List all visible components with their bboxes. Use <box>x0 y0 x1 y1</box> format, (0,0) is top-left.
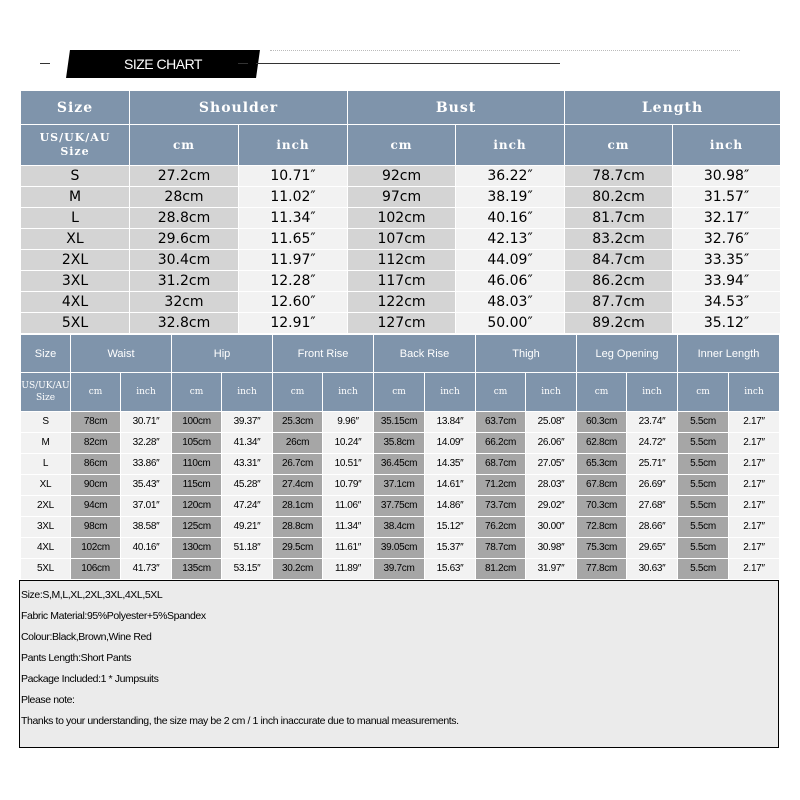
unit-label: cm <box>172 373 222 412</box>
table-row <box>21 229 781 250</box>
measure-cell: 25.71″ <box>627 454 678 475</box>
measure-cell: 106cm <box>71 559 121 580</box>
table-row <box>21 496 780 517</box>
measure-cell: 29.5cm <box>273 538 323 559</box>
measure-cell: 27.4cm <box>273 475 323 496</box>
unit-label: inch <box>456 125 565 166</box>
unit-label: cm <box>577 373 627 412</box>
measure-cell: 90cm <box>71 475 121 496</box>
measure-cell: 11.97″ <box>239 250 348 271</box>
measure-cell: 27.05″ <box>526 454 577 475</box>
subheader-size: US/UK/AU Size <box>21 125 130 166</box>
unit-label: cm <box>130 125 239 166</box>
measure-cell: 46.06″ <box>456 271 565 292</box>
measure-cell: 50.00″ <box>456 313 565 334</box>
header-rule <box>256 63 560 64</box>
table-row <box>21 559 780 580</box>
measure-cell: 98cm <box>71 517 121 538</box>
measure-cell: 117cm <box>348 271 456 292</box>
measure-cell: 27.68″ <box>627 496 678 517</box>
measure-cell: 33.86″ <box>121 454 172 475</box>
measure-cell: 48.03″ <box>456 292 565 313</box>
measure-cell: 11.89″ <box>323 559 374 580</box>
measure-cell: 31.2cm <box>130 271 239 292</box>
measure-cell: 71.2cm <box>476 475 526 496</box>
size-cell: XL <box>21 229 130 250</box>
measure-cell: 82cm <box>71 433 121 454</box>
measure-cell: 65.3cm <box>577 454 627 475</box>
measure-cell: 112cm <box>348 250 456 271</box>
measure-cell: 92cm <box>348 166 456 187</box>
product-notes <box>19 580 779 748</box>
header-dash-left <box>40 63 50 64</box>
measure-cell: 32.8cm <box>130 313 239 334</box>
measure-cell: 30.98″ <box>526 538 577 559</box>
measure-cell: 37.1cm <box>374 475 425 496</box>
measure-cell: 38.58″ <box>121 517 172 538</box>
measure-cell: 14.35″ <box>425 454 476 475</box>
size-cell: S <box>21 412 71 433</box>
size-table-top <box>20 90 781 334</box>
unit-label: inch <box>323 373 374 412</box>
measure-cell: 63.7cm <box>476 412 526 433</box>
measure-cell: 25.08″ <box>526 412 577 433</box>
measure-cell: 24.72″ <box>627 433 678 454</box>
measure-cell: 10.71″ <box>239 166 348 187</box>
note-fabric: Fabric Material:95%Polyester+5%Spandex <box>21 610 206 622</box>
note-package: Package Included:1 * Jumpsuits <box>21 673 159 685</box>
measure-cell: 78cm <box>71 412 121 433</box>
measure-cell: 26.7cm <box>273 454 323 475</box>
measure-cell: 35.8cm <box>374 433 425 454</box>
unit-label: cm <box>273 373 323 412</box>
measure-cell: 107cm <box>348 229 456 250</box>
measure-cell: 77.8cm <box>577 559 627 580</box>
measure-cell: 25.3cm <box>273 412 323 433</box>
measure-cell: 34.53″ <box>673 292 781 313</box>
measure-cell: 11.34″ <box>323 517 374 538</box>
measure-cell: 40.16″ <box>121 538 172 559</box>
header-back-rise: Back Rise <box>374 335 476 373</box>
measure-cell: 5.5cm <box>678 475 729 496</box>
measure-cell: 23.74″ <box>627 412 678 433</box>
unit-label: inch <box>526 373 577 412</box>
measure-cell: 39.37″ <box>222 412 273 433</box>
measure-cell: 33.35″ <box>673 250 781 271</box>
unit-label: inch <box>222 373 273 412</box>
measure-cell: 89.2cm <box>565 313 673 334</box>
unit-label: inch <box>729 373 780 412</box>
measure-cell: 9.96″ <box>323 412 374 433</box>
measure-cell: 26.06″ <box>526 433 577 454</box>
header-size: Size <box>21 91 130 125</box>
measure-cell: 14.09″ <box>425 433 476 454</box>
table-row <box>21 166 781 187</box>
measure-cell: 11.34″ <box>239 208 348 229</box>
header-size: Size <box>21 335 71 373</box>
measure-cell: 40.16″ <box>456 208 565 229</box>
measure-cell: 80.2cm <box>565 187 673 208</box>
subheader-size: US/UK/AU Size <box>21 373 71 412</box>
measure-cell: 49.21″ <box>222 517 273 538</box>
measure-cell: 26.69″ <box>627 475 678 496</box>
measure-cell: 32.17″ <box>673 208 781 229</box>
measure-cell: 28.66″ <box>627 517 678 538</box>
measure-cell: 5.5cm <box>678 412 729 433</box>
measure-cell: 5.5cm <box>678 538 729 559</box>
measure-cell: 102cm <box>71 538 121 559</box>
size-cell: 2XL <box>21 496 71 517</box>
measure-cell: 11.61″ <box>323 538 374 559</box>
measure-cell: 41.73″ <box>121 559 172 580</box>
measure-cell: 120cm <box>172 496 222 517</box>
measure-cell: 68.7cm <box>476 454 526 475</box>
measure-cell: 97cm <box>348 187 456 208</box>
measure-cell: 78.7cm <box>476 538 526 559</box>
measure-cell: 72.8cm <box>577 517 627 538</box>
header-hip: Hip <box>172 335 273 373</box>
unit-label: cm <box>476 373 526 412</box>
header-inner-length: Inner Length <box>678 335 780 373</box>
size-cell: 4XL <box>21 292 130 313</box>
measure-cell: 76.2cm <box>476 517 526 538</box>
measure-cell: 2.17″ <box>729 496 780 517</box>
measure-cell: 29.6cm <box>130 229 239 250</box>
measure-cell: 37.01″ <box>121 496 172 517</box>
measure-cell: 130cm <box>172 538 222 559</box>
measure-cell: 36.45cm <box>374 454 425 475</box>
table-row <box>21 454 780 475</box>
measure-cell: 83.2cm <box>565 229 673 250</box>
measure-cell: 94cm <box>71 496 121 517</box>
measure-cell: 2.17″ <box>729 538 780 559</box>
measure-cell: 28cm <box>130 187 239 208</box>
measure-cell: 30.4cm <box>130 250 239 271</box>
size-cell: 3XL <box>21 517 71 538</box>
measure-cell: 70.3cm <box>577 496 627 517</box>
header-thigh: Thigh <box>476 335 577 373</box>
size-chart-header <box>20 46 780 82</box>
measure-cell: 31.57″ <box>673 187 781 208</box>
note-sizes: Size:S,M,L,XL,2XL,3XL,4XL,5XL <box>21 589 163 601</box>
unit-label: cm <box>374 373 425 412</box>
measure-cell: 2.17″ <box>729 475 780 496</box>
unit-label: inch <box>121 373 172 412</box>
measure-cell: 5.5cm <box>678 496 729 517</box>
table-row <box>21 517 780 538</box>
measure-cell: 35.12″ <box>673 313 781 334</box>
measure-cell: 28.8cm <box>130 208 239 229</box>
size-chart-banner <box>66 50 260 78</box>
measure-cell: 127cm <box>348 313 456 334</box>
measure-cell: 2.17″ <box>729 559 780 580</box>
measure-cell: 38.4cm <box>374 517 425 538</box>
size-cell: M <box>21 187 130 208</box>
measure-cell: 11.06″ <box>323 496 374 517</box>
size-cell: XL <box>21 475 71 496</box>
size-cell: L <box>21 208 130 229</box>
measure-cell: 26cm <box>273 433 323 454</box>
measure-cell: 29.65″ <box>627 538 678 559</box>
measure-cell: 28.03″ <box>526 475 577 496</box>
table-row <box>21 187 781 208</box>
size-cell: 4XL <box>21 538 71 559</box>
unit-label: inch <box>239 125 348 166</box>
unit-label: cm <box>348 125 456 166</box>
measure-cell: 84.7cm <box>565 250 673 271</box>
measure-cell: 42.13″ <box>456 229 565 250</box>
measure-cell: 13.84″ <box>425 412 476 433</box>
header-bust: Bust <box>348 91 565 125</box>
note-pants-length: Pants Length:Short Pants <box>21 652 132 664</box>
measure-cell: 12.60″ <box>239 292 348 313</box>
measure-cell: 122cm <box>348 292 456 313</box>
measure-cell: 60.3cm <box>577 412 627 433</box>
measure-cell: 125cm <box>172 517 222 538</box>
header-waist: Waist <box>71 335 172 373</box>
measure-cell: 75.3cm <box>577 538 627 559</box>
measure-cell: 12.91″ <box>239 313 348 334</box>
measure-cell: 35.43″ <box>121 475 172 496</box>
measure-cell: 5.5cm <box>678 517 729 538</box>
header-length: Length <box>565 91 781 125</box>
measure-cell: 66.2cm <box>476 433 526 454</box>
size-chart-title: SIZE CHART <box>124 56 202 72</box>
measure-cell: 102cm <box>348 208 456 229</box>
measure-cell: 43.31″ <box>222 454 273 475</box>
measure-cell: 10.51″ <box>323 454 374 475</box>
unit-label: inch <box>673 125 781 166</box>
unit-label: cm <box>565 125 673 166</box>
measure-cell: 32.76″ <box>673 229 781 250</box>
header-dotted-line <box>270 50 740 52</box>
size-cell: S <box>21 166 130 187</box>
measure-cell: 86cm <box>71 454 121 475</box>
table-row <box>21 250 781 271</box>
measure-cell: 30.71″ <box>121 412 172 433</box>
measure-cell: 14.86″ <box>425 496 476 517</box>
header-shoulder: Shoulder <box>130 91 348 125</box>
unit-label: inch <box>425 373 476 412</box>
note-please-note: Please note: <box>21 694 75 706</box>
measure-cell: 78.7cm <box>565 166 673 187</box>
measure-cell: 5.5cm <box>678 454 729 475</box>
measure-cell: 32cm <box>130 292 239 313</box>
size-table-bottom <box>20 334 780 580</box>
table-row <box>21 313 781 334</box>
measure-cell: 36.22″ <box>456 166 565 187</box>
measure-cell: 33.94″ <box>673 271 781 292</box>
measure-cell: 14.61″ <box>425 475 476 496</box>
table-row <box>21 538 780 559</box>
measure-cell: 39.05cm <box>374 538 425 559</box>
measure-cell: 30.63″ <box>627 559 678 580</box>
measure-cell: 15.12″ <box>425 517 476 538</box>
size-cell: L <box>21 454 71 475</box>
measure-cell: 115cm <box>172 475 222 496</box>
table-row <box>21 292 781 313</box>
header-dash-mid <box>238 63 248 64</box>
size-cell: 5XL <box>21 313 130 334</box>
measure-cell: 38.19″ <box>456 187 565 208</box>
measure-cell: 11.02″ <box>239 187 348 208</box>
measure-cell: 86.2cm <box>565 271 673 292</box>
measure-cell: 32.28″ <box>121 433 172 454</box>
measure-cell: 81.7cm <box>565 208 673 229</box>
measure-cell: 100cm <box>172 412 222 433</box>
table-row <box>21 433 780 454</box>
note-colour: Colour:Black,Brown,Wine Red <box>21 631 152 643</box>
measure-cell: 5.5cm <box>678 433 729 454</box>
measure-cell: 30.98″ <box>673 166 781 187</box>
measure-cell: 5.5cm <box>678 559 729 580</box>
note-disclaimer: Thanks to your understanding, the size may be 2 cm / 1 inch inaccurate due to manual measurements. <box>21 715 459 727</box>
size-cell: M <box>21 433 71 454</box>
measure-cell: 62.8cm <box>577 433 627 454</box>
measure-cell: 135cm <box>172 559 222 580</box>
measure-cell: 45.28″ <box>222 475 273 496</box>
measure-cell: 30.2cm <box>273 559 323 580</box>
measure-cell: 15.63″ <box>425 559 476 580</box>
size-cell: 5XL <box>21 559 71 580</box>
measure-cell: 30.00″ <box>526 517 577 538</box>
measure-cell: 39.7cm <box>374 559 425 580</box>
measure-cell: 67.8cm <box>577 475 627 496</box>
measure-cell: 12.28″ <box>239 271 348 292</box>
measure-cell: 2.17″ <box>729 433 780 454</box>
measure-cell: 110cm <box>172 454 222 475</box>
measure-cell: 87.7cm <box>565 292 673 313</box>
header-leg-opening: Leg Opening <box>577 335 678 373</box>
measure-cell: 2.17″ <box>729 454 780 475</box>
table-row <box>21 271 781 292</box>
measure-cell: 41.34″ <box>222 433 273 454</box>
measure-cell: 47.24″ <box>222 496 273 517</box>
table-row <box>21 412 780 433</box>
table-row <box>21 208 781 229</box>
measure-cell: 81.2cm <box>476 559 526 580</box>
measure-cell: 31.97″ <box>526 559 577 580</box>
unit-label: cm <box>678 373 729 412</box>
table-row <box>21 475 780 496</box>
measure-cell: 37.75cm <box>374 496 425 517</box>
measure-cell: 28.8cm <box>273 517 323 538</box>
measure-cell: 51.18″ <box>222 538 273 559</box>
measure-cell: 10.24″ <box>323 433 374 454</box>
size-cell: 3XL <box>21 271 130 292</box>
measure-cell: 73.7cm <box>476 496 526 517</box>
header-front-rise: Front Rise <box>273 335 374 373</box>
measure-cell: 10.79″ <box>323 475 374 496</box>
unit-label: cm <box>71 373 121 412</box>
measure-cell: 105cm <box>172 433 222 454</box>
measure-cell: 2.17″ <box>729 412 780 433</box>
measure-cell: 27.2cm <box>130 166 239 187</box>
measure-cell: 53.15″ <box>222 559 273 580</box>
measure-cell: 28.1cm <box>273 496 323 517</box>
measure-cell: 29.02″ <box>526 496 577 517</box>
measure-cell: 35.15cm <box>374 412 425 433</box>
measure-cell: 15.37″ <box>425 538 476 559</box>
measure-cell: 2.17″ <box>729 517 780 538</box>
measure-cell: 44.09″ <box>456 250 565 271</box>
unit-label: inch <box>627 373 678 412</box>
measure-cell: 11.65″ <box>239 229 348 250</box>
size-cell: 2XL <box>21 250 130 271</box>
